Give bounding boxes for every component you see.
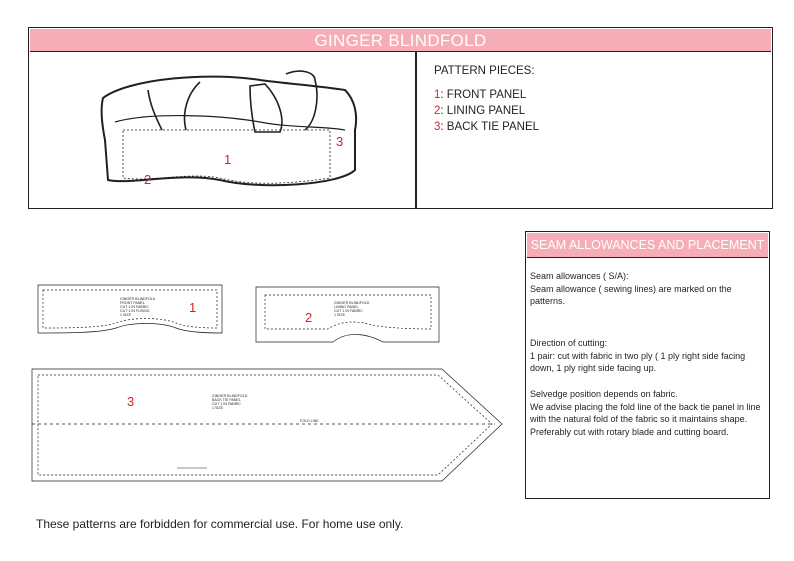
illustration-label-2: 2 <box>144 172 152 187</box>
piece-2-number: 2 <box>305 310 313 325</box>
piece-3-number: 3 <box>127 394 135 409</box>
piece-1-tag-line: 1 SIZE <box>120 313 131 317</box>
piece-3-tag-line: BACK TIE PANEL <box>212 398 241 402</box>
piece-3-tag-line: GINGER BLINDFOLD <box>212 394 248 398</box>
piece-1-tag-line: FRONT PANEL <box>120 301 145 305</box>
cutting-direction-paragraph: Direction of cutting: 1 pair: cut with fabric in two ply ( 1 ply right side facing down, 1 ply right side facing up. <box>530 338 746 373</box>
pattern-piece-item: 3: BACK TIE PANEL <box>434 121 540 133</box>
piece-2-tag-line: 1 SIZE <box>334 313 345 317</box>
footer-note: These patterns are forbidden for commercial use. For home use only. <box>36 517 404 531</box>
piece-1-tag-line: CUT 1 IN FUSING <box>120 309 150 313</box>
page-title: GINGER BLINDFOLD <box>30 29 771 52</box>
pattern-piece-2 <box>253 284 443 346</box>
blindfold-illustration <box>90 60 390 200</box>
piece-2-tag-line: LINING PANEL <box>334 305 359 309</box>
piece-1-tag-line: CUT 1 IN FABRIC <box>120 305 149 309</box>
piece-3-fold-label: FOLD LINE <box>300 419 319 423</box>
piece-3-tag-line: CUT 1 IN FABRIC <box>212 402 241 406</box>
pattern-piece-1 <box>36 282 226 338</box>
illustration-labels <box>144 134 343 187</box>
selvedge-paragraph: Selvedge position depends on fabric. We advise placing the fold line of the back tie panel in line with the natural fold of the fabric so it maintains shape. Preferably cut with rotary blade and cutting board. <box>530 389 761 437</box>
pattern-piece-item: 1: FRONT PANEL <box>434 89 527 101</box>
piece-1-tag-line: GINGER BLINDFOLD <box>120 297 156 301</box>
pattern-piece-3 <box>30 366 510 486</box>
seam-allowance-paragraph: Seam allowances ( S/A): Seam allowance ( sewing lines) are marked on the patterns. <box>530 271 732 306</box>
piece-2-tag-line: CUT 1 IN FABRIC <box>334 309 363 313</box>
piece-3-tag-line: 1 SIZE <box>212 406 223 410</box>
title-divider <box>415 51 417 208</box>
pattern-pieces-title: PATTERN PIECES: <box>434 65 535 77</box>
illustration-label-3: 3 <box>336 134 344 149</box>
illustration-label-1: 1 <box>224 152 232 167</box>
pattern-piece-item: 2: LINING PANEL <box>434 105 526 117</box>
piece-1-number: 1 <box>189 300 197 315</box>
piece-2-tag-line: GINGER BLINDFOLD <box>334 301 370 305</box>
seam-section-title: SEAM ALLOWANCES AND PLACEMENT <box>527 233 768 258</box>
